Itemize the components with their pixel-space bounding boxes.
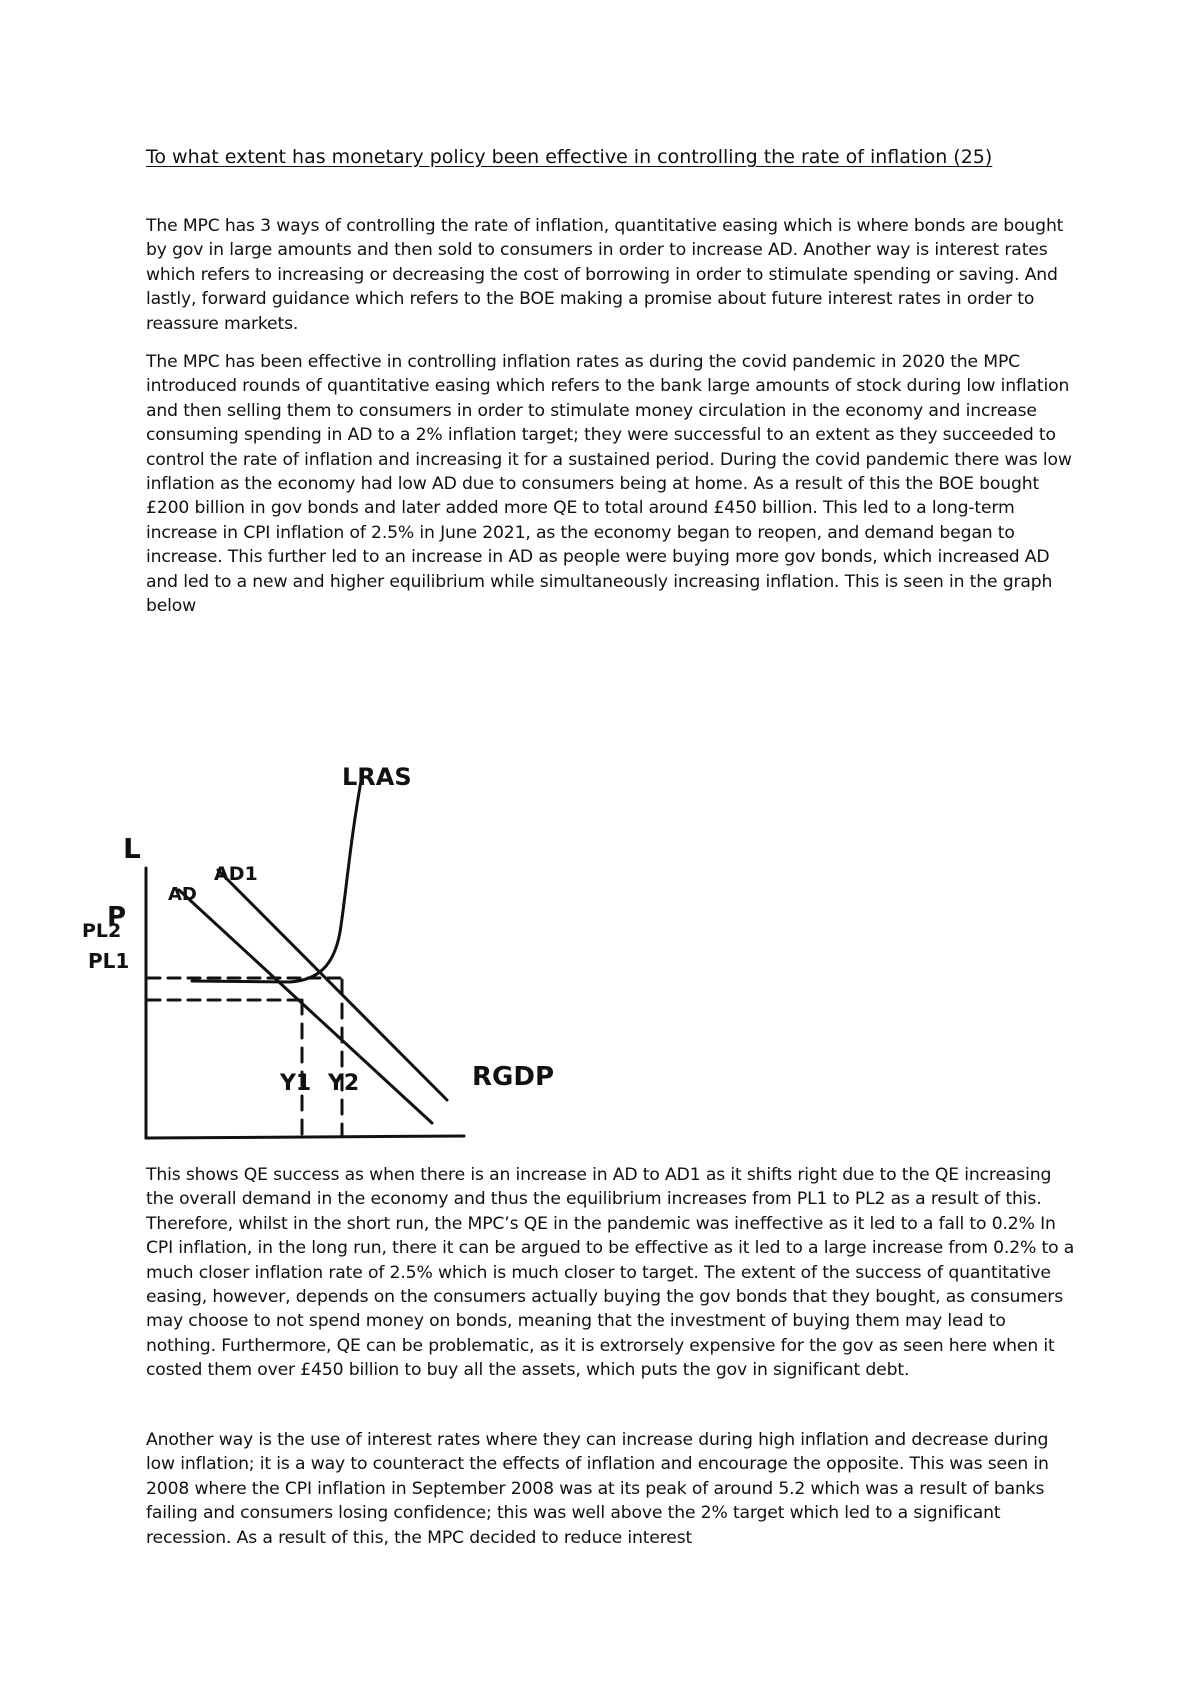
- paragraph-qe-covid: The MPC has been effective in controlling inflation rates as during the covid pandemic in 2020 the MPC introduced rounds of quantitative easing which refers to the bank large amounts of stock during low inflation and then selling them to consumers in order to stimulate money circulation in the economy and increase consuming spending in AD to a 2% inflation target; they were successful to an extent as they succeeded to control the rate of inflation and increasing it for a sustained period. During the covid pandemic there was low inflation as the economy had low AD due to consumers being at home. As a result of this the BOE bought £200 billion in gov bonds and later added more QE to total around £450 billion. This led to a long-term increase in CPI inflation of 2.5% in June 2021, as the economy began to reopen, and demand began to increase. This further led to an increase in AD as people were buying more gov bonds, which increased AD and led to a new and higher equilibrium while simultaneously increasing inflation. This is seen in the graph below: [146, 352, 1072, 617]
- y2-label: Y2: [328, 1071, 360, 1096]
- essay-title: To what extent has monetary policy been effective in controlling the rate of inflation (25): [146, 146, 993, 168]
- ad1-label: AD1: [214, 863, 258, 885]
- paragraph-qe-analysis: This shows QE success as when there is an increase in AD to AD1 as it shifts right due to the QE increasing the overall demand in the economy and thus the equilibrium increases from PL1 to PL2 as a result of this. Therefore, whilst in the short run, the MPC’s QE in the pandemic was ineffective as it led to a fall to 0.2% In CPI inflation, in the long run, there it can be argued to be effective as it led to a large increase from 0.2% to a much closer inflation rate of 2.5% which is much closer to target. The extent of the success of quantitative easing, however, depends on the consumers actually buying the gov bonds that they bought, as consumers may choose to not spend money on bonds, meaning that the investment of buying them may lead to nothing. Furthermore, QE can be problematic, as it is extrorsely expensive for the gov as seen here when it costed them over £450 billion to buy all the assets, which puts the gov in significant debt.: [146, 1165, 1075, 1381]
- x-axis: [146, 1136, 464, 1138]
- lras-label: LRAS: [342, 763, 412, 791]
- paragraph-intro: The MPC has 3 ways of controlling the rate of inflation, quantitative easing which is where bonds are bought by gov in large amounts and then sold to consumers in order to increase AD. Another way is interest rates which refers to increasing or decreasing the cost of borrowing in order to stimulate spending or saving. And lastly, forward guidance which refers to the BOE making a promise about future interest rates in order to reassure markets.: [146, 216, 1064, 334]
- price-level-label: P: [107, 902, 127, 932]
- ad-label: AD: [168, 884, 197, 905]
- ad-lras-diagram: [80, 700, 580, 1150]
- paragraph-interest-rates: Another way is the use of interest rates where they can increase during high inflation and decrease during low inflation; it is a way to counteract the effects of inflation and encourage the opposite. This was seen in 2008 where the CPI inflation in September 2008 was at its peak of around 5.2 which was a result of banks failing and consumers losing confidence; this was well above the 2% target which led to a significant recession. As a result of this, the MPC decided to reduce interest: [146, 1430, 1049, 1548]
- y1-label: Y1: [280, 1071, 312, 1096]
- ad1-curve: [218, 870, 447, 1100]
- ad-lras-diagram-svg: [80, 700, 580, 1150]
- axis-top-mark: L: [123, 832, 141, 865]
- pl2-label: PL2: [82, 920, 122, 942]
- pl1-label: PL1: [88, 949, 130, 973]
- rgdp-label: RGDP: [472, 1062, 554, 1092]
